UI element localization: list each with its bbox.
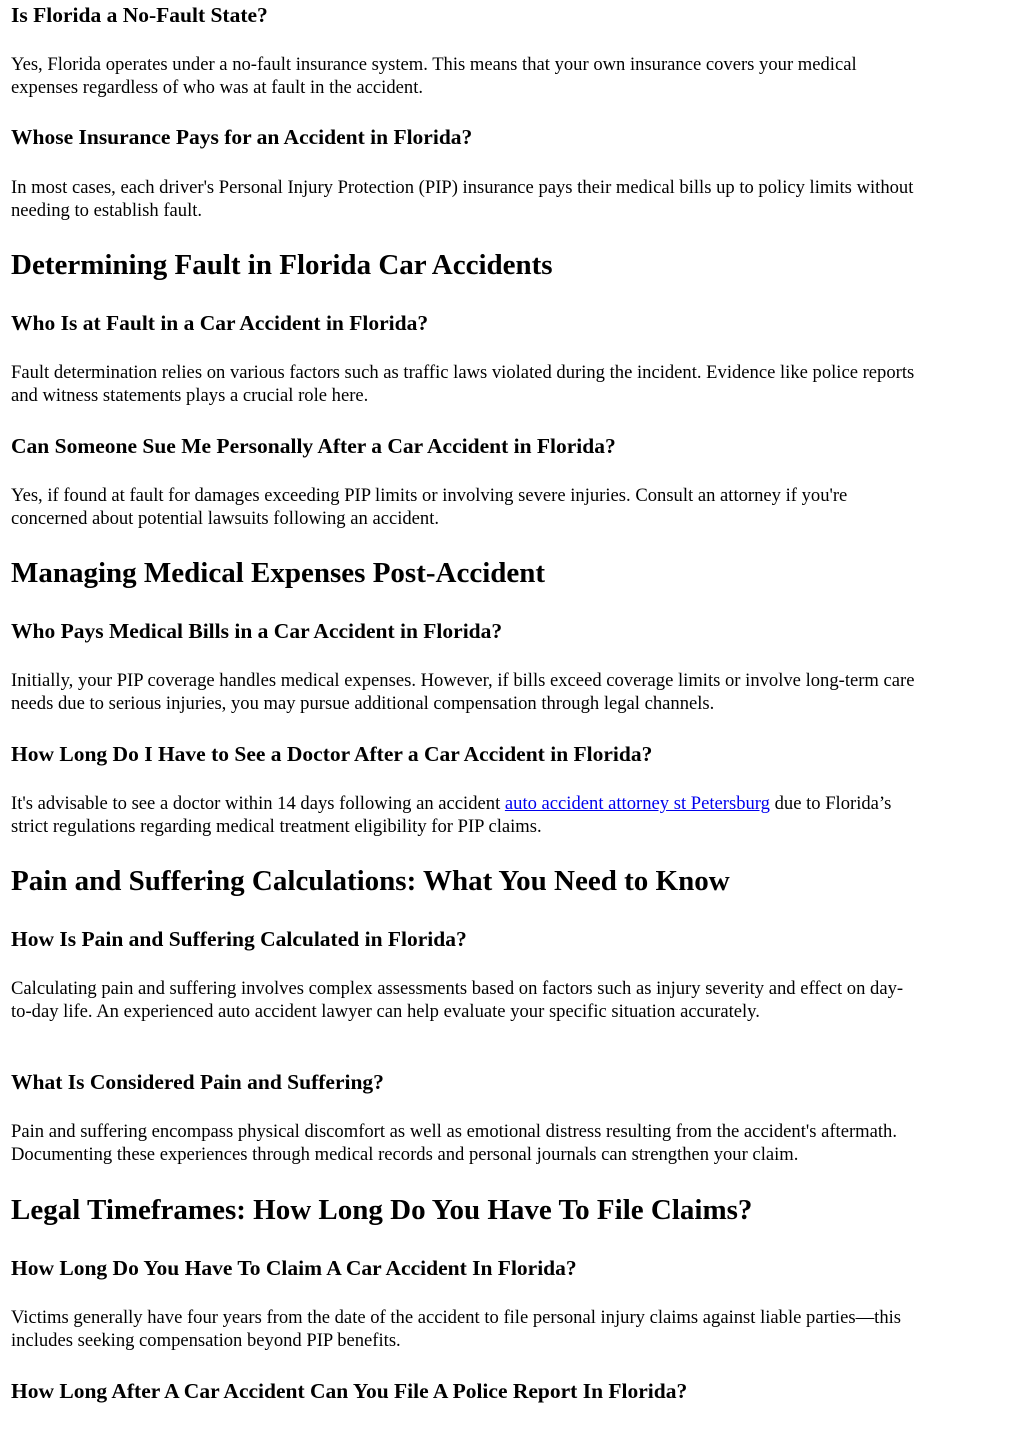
paragraph-line: Initially, your PIP coverage handles medical expenses. However, if bills exceed coverage limits or involve long-term care [11,670,915,691]
paragraph-line: includes seeking compensation beyond PIP benefits. [11,1330,401,1351]
heading-how-long-to-claim: How Long Do You Have To Claim A Car Accident In Florida? [11,1256,577,1280]
section-heading-medical-expenses: Managing Medical Expenses Post-Accident [11,557,546,589]
heading-who-pays-medical-bills: Who Pays Medical Bills in a Car Accident in Florida? [11,619,503,643]
paragraph-line: Yes, if found at fault for damages exceeding PIP limits or involving severe injuries. Consult an attorney if you're [11,485,848,506]
section-heading-legal-timeframes: Legal Timeframes: How Long Do You Have To File Claims? [11,1194,753,1226]
paragraph-line: Pain and suffering encompass physical discomfort as well as emotional distress resulting from the accident's aftermath. [11,1121,897,1142]
paragraph-line: to-day life. An experienced auto accident lawyer can help evaluate your specific situation accurately. [11,1001,760,1022]
paragraph-line: Victims generally have four years from the date of the accident to file personal injury claims against liable parties—this [11,1307,902,1328]
paragraph-how-long-to-claim [11,1306,901,1352]
section-heading-determining-fault: Determining Fault in Florida Car Accidents [11,249,553,281]
paragraph-line: needs due to serious injuries, you may pursue additional compensation through legal channels. [11,693,715,714]
heading-whose-insurance-pays: Whose Insurance Pays for an Accident in Florida? [11,125,473,149]
paragraph-line: Calculating pain and suffering involves complex assessments based on factors such as injury severity and effect on day- [11,978,904,999]
paragraph-line: In most cases, each driver's Personal Injury Protection (PIP) insurance pays their medical bills up to policy limits without [11,177,914,198]
paragraph-who-is-at-fault [11,361,914,407]
heading-who-is-at-fault: Who Is at Fault in a Car Accident in Florida? [11,311,429,335]
paragraph-who-pays-medical-bills [11,669,915,715]
paragraph-line: Documenting these experiences through medical records and personal journals can strengthen your claim. [11,1144,799,1165]
heading-see-a-doctor: How Long Do I Have to See a Doctor After a Car Accident in Florida? [11,742,653,766]
paragraph-line: concerned about potential lawsuits following an accident. [11,508,440,529]
paragraph-pain-suffering-calculated [11,977,903,1023]
heading-considered-pain-suffering: What Is Considered Pain and Suffering? [11,1070,384,1094]
paragraph-whose-insurance-pays [11,176,913,222]
heading-pain-suffering-calculated: How Is Pain and Suffering Calculated in Florida? [11,927,467,951]
paragraph-see-a-doctor [11,792,891,838]
paragraph-line: strict regulations regarding medical treatment eligibility for PIP claims. [11,816,542,837]
attorney-st-petersburg-link[interactable]: auto accident attorney st Petersburg [504,793,770,814]
paragraph-line: and witness statements plays a crucial role here. [11,385,369,406]
paragraph-text: due to Florida’s [769,793,892,814]
paragraph-line: Yes, Florida operates under a no-fault insurance system. This means that your own insurance covers your medical [11,54,857,75]
heading-sue-me-personally: Can Someone Sue Me Personally After a Car Accident in Florida? [11,434,616,458]
heading-florida-no-fault: Is Florida a No-Fault State? [11,3,268,27]
heading-police-report: How Long After A Car Accident Can You File A Police Report In Florida? [11,1379,688,1403]
paragraph-text: It's advisable to see a doctor within 14 days following an accident [11,793,505,814]
paragraph-florida-no-fault [11,53,857,99]
paragraph-line: needing to establish fault. [11,200,203,221]
paragraph-line [11,792,891,815]
paragraph-considered-pain-suffering [11,1120,897,1166]
paragraph-line: Fault determination relies on various factors such as traffic laws violated during the incident. Evidence like police reports [11,362,915,383]
section-heading-pain-and-suffering: Pain and Suffering Calculations: What You Need to Know [11,865,730,897]
paragraph-line: expenses regardless of who was at fault in the accident. [11,77,424,98]
paragraph-sue-me-personally [11,484,847,530]
